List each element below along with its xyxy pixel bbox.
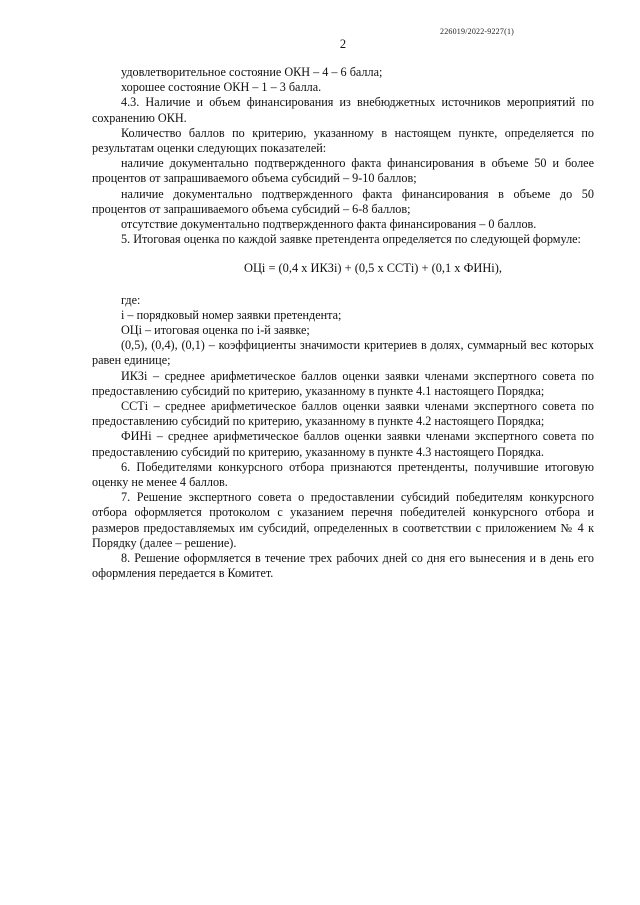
paragraph-7: 7. Решение экспертного совета о предоставлении субсидий победителям конкурсного отбора оформляется протоколом с указанием перечня победителей конкурсного отбора и размеров предоставляемых им субсидий, определенных в соответствии с приложением № 4 к Порядку (далее – решение). — [92, 490, 594, 550]
paragraph-where: где: — [121, 292, 141, 307]
definition-ikz: ИКЗi – среднее арифметическое баллов оценки заявки членами экспертного совета по предоставлению субсидий по критерию, указанному в пункте 4.1 настоящего Порядка; — [92, 368, 594, 398]
definition-coefficients: (0,5), (0,4), (0,1) – коэффициенты значимости критериев в долях, суммарный вес которых равен единице; — [92, 338, 594, 368]
definition-fin: ФИНi – среднее арифметическое баллов оценки заявки членами экспертного совета по предоставлению субсидий по критерию, указанному в пункте 4.3 настоящего Порядка. — [92, 429, 594, 459]
paragraph-financing-under-50: наличие документально подтвержденного факта финансирования в объеме до 50 процентов от запрашиваемого объема субсидий – 6-8 баллов; — [92, 186, 594, 216]
definition-ots: ОЦi – итоговая оценка по i-й заявке; — [121, 323, 310, 338]
paragraph-financing-none: отсутствие документально подтвержденного факта финансирования – 0 баллов. — [121, 217, 537, 232]
paragraph-8: 8. Решение оформляется в течение трех рабочих дней со дня его вынесения и в день его оформления передается в Комитет. — [92, 551, 594, 581]
page-number: 2 — [339, 37, 347, 51]
paragraph-okn-satisfactory: удовлетворительное состояние ОКН – 4 – 6 балла; — [121, 65, 383, 79]
definition-i: i – порядковый номер заявки претендента; — [121, 307, 342, 322]
paragraph-4-3: 4.3. Наличие и объем финансирования из внебюджетных источников мероприятий по сохранению ОКН. — [92, 95, 594, 125]
formula: ОЦi = (0,4 х ИКЗi) + (0,5 х ССТi) + (0,1 х ФИНi), — [244, 261, 502, 276]
document-id: 226019/2022-9227(1) — [440, 27, 515, 36]
definition-sst: ССТi – среднее арифметическое баллов оценки заявки членами экспертного совета по предоставлению субсидий по критерию, указанному в пункте 4.2 настоящего Порядка; — [92, 399, 594, 429]
paragraph-6: 6. Победителями конкурсного отбора признаются претенденты, получившие итоговую оценку не менее 4 баллов. — [92, 459, 594, 490]
paragraph-criteria-intro: Количество баллов по критерию, указанному в настоящем пункте, определяется по результатам оценки следующих показателей: — [92, 125, 594, 156]
paragraph-okn-good: хорошее состояние ОКН – 1 – 3 балла. — [121, 80, 322, 95]
paragraph-financing-50-plus: наличие документально подтвержденного факта финансирования в объеме 50 и более процентов от запрашиваемого объема субсидий – 9-10 баллов; — [92, 156, 594, 186]
paragraph-5: 5. Итоговая оценка по каждой заявке претендента определяется по следующей формуле: — [121, 232, 581, 247]
document-body — [92, 65, 594, 582]
